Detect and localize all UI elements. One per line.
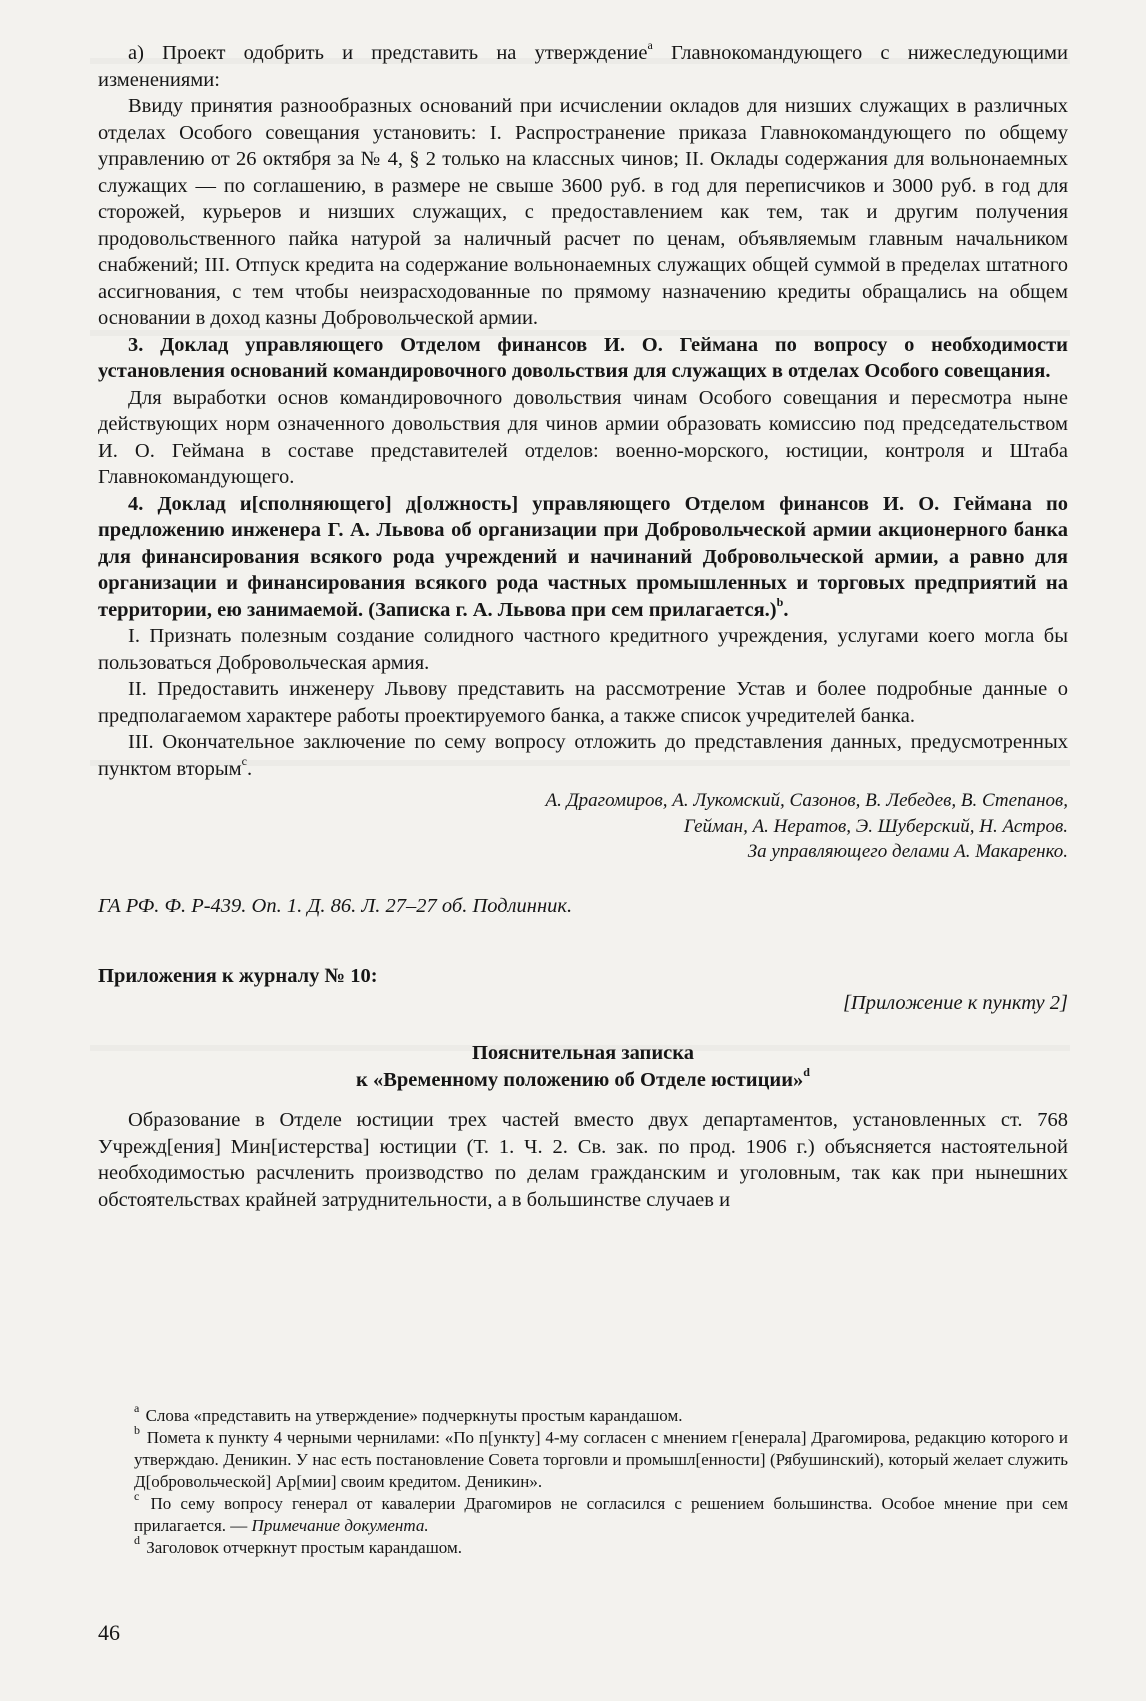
paragraph-a: а) Проект одобрить и представить на утверждение$^a$ Главнокомандующего с нижеследующими изменениями: bbox=[98, 38, 1068, 91]
paragraph-salary: Ввиду принятия разнообразных оснований при исчислении окладов для низших служащих в различных отделах Особого совещания установить: I. Распространение приказа Главнокомандующего по общему управлению от 26 октября за № 4, § 2 только на классных чинов; II. Оклады содержания для вольнонаемных служащих — по соглашению, в размере не свыше 3600 руб. в год для переписчиков и 3000 руб. в год для сторожей, курьеров и низших служащих, с предоставлением как тем, так и другим получения продовольственного пайка натурой за наличный расчет по ценам, объявляемым главным начальником снабжений; III. Отпуск кредита на содержание вольнонаемных служащих общей суммой в пределах штатного ассигнования, с тем чтобы неизрасходованные по прямому назначению кредиты обращались на общем основании в доход казны Добровольческой армии. bbox=[98, 95, 1068, 329]
item4-point-2: II. Предоставить инженеру Львову представить на рассмотрение Устав и более подробные данные о предполагаемом характере работы проектируемого банка, а также список учредителей банка. bbox=[98, 678, 1068, 727]
footnote-a: $^a$ Слова «представить на утверждение» подчеркнуты простым карандашом. bbox=[134, 1401, 683, 1425]
footnote-c: $^c$ По сему вопросу генерал от кавалерии Драгомиров не согласился с решением большинства. Особое мнение при сем прилагается. — Примечание документа. bbox=[134, 1489, 1069, 1535]
signatures-line-3: За управляющего делами А. Макаренко. bbox=[747, 841, 1068, 862]
page-number: 46 bbox=[98, 1620, 120, 1645]
footnotes bbox=[98, 1401, 1069, 1559]
signatures-line-2: Гейман, А. Нератов, Э. Шуберский, Н. Астров. bbox=[683, 815, 1068, 837]
item4-point-1: I. Признать полезным создание солидного частного кредитного учреждения, услугами коего могла бы пользоваться Добровольческая армия. bbox=[98, 625, 1068, 674]
item4-point-3: III. Окончательное заключение по сему вопросу отложить до представления данных, предусмотренных пунктом вторым$^c$. bbox=[98, 731, 1068, 780]
signatures bbox=[98, 788, 1068, 865]
appendix-reference: [Приложение к пункту 2] bbox=[842, 991, 1068, 1014]
note-title bbox=[98, 1040, 1068, 1093]
note-title-line-2: к «Временному положению об Отделе юстиции»$^d$ bbox=[356, 1064, 810, 1091]
signatures-line-1: А. Драгомиров, А. Лукомский, Сазонов, В. Лебедев, В. Степанов, bbox=[545, 790, 1068, 811]
note-title-line-1: Пояснительная записка bbox=[471, 1042, 695, 1064]
document-page bbox=[98, 40, 1068, 1213]
item3-heading: 3. Доклад управляющего Отделом финансов И. О. Геймана по вопросу о необходимости установления оснований командировочного довольствия для служащих в отделах Особого совещания. bbox=[98, 333, 1068, 382]
archive-source: ГА РФ. Ф. Р-439. Оп. 1. Д. 86. Л. 27–27 об. Подлинник. bbox=[98, 894, 573, 917]
note-text: Образование в Отделе юстиции трех частей вместо двух департаментов, установленных ст. 768 Учрежд[ения] Мин[истерства] юстиции (Т. 1. Ч. 2. Св. зак. по прод. 1906 г.) объясняется настоятельной необходимостью расчленить производство по делам гражданским и уголовным, так как при нынешних обстоятельствах крайней затруднительности, а в большинстве случаев и bbox=[98, 1109, 1068, 1211]
appendix-heading: Приложения к журналу № 10: bbox=[98, 965, 378, 987]
footnote-d: $^d$ Заголовок отчеркнут простым карандашом. bbox=[134, 1533, 462, 1557]
footnote-b: $^b$ Помета к пункту 4 черными чернилами: «По п[ункту] 4-му согласен с мнением г[енерала] Драгомирова, редакцию которого и утверждаю. Деникин. У нас есть постановление Совета торговли и промышл[енности] (Рябушинский), который желает служить Д[обровольческой] Ар[мии] своим кредитом. Деникин». bbox=[134, 1423, 1069, 1491]
item3-text: Для выработки основ командировочного довольствия чинам Особого совещания и пересмотра ныне действующих норм означенного довольствия для чинов армии образовать комиссию под председательством И. О. Геймана в составе представителей отделов: военно-морского, юстиции, контроля и Штаба Главнокомандующего. bbox=[98, 386, 1068, 488]
item4-heading: 4. Доклад и[сполняющего] д[олжность] управляющего Отделом финансов И. О. Геймана по предложению инженера Г. А. Львова об организации при Добровольческой армии акционерного банка для финансирования всякого рода учреждений и начинаний Добровольческой армии, а равно для организации и финансирования всякого рода частных промышленных и торговых предприятий на территории, ею занимаемой. (Записка г. А. Львова при сем прилагается.)$^b$. bbox=[98, 492, 1068, 621]
